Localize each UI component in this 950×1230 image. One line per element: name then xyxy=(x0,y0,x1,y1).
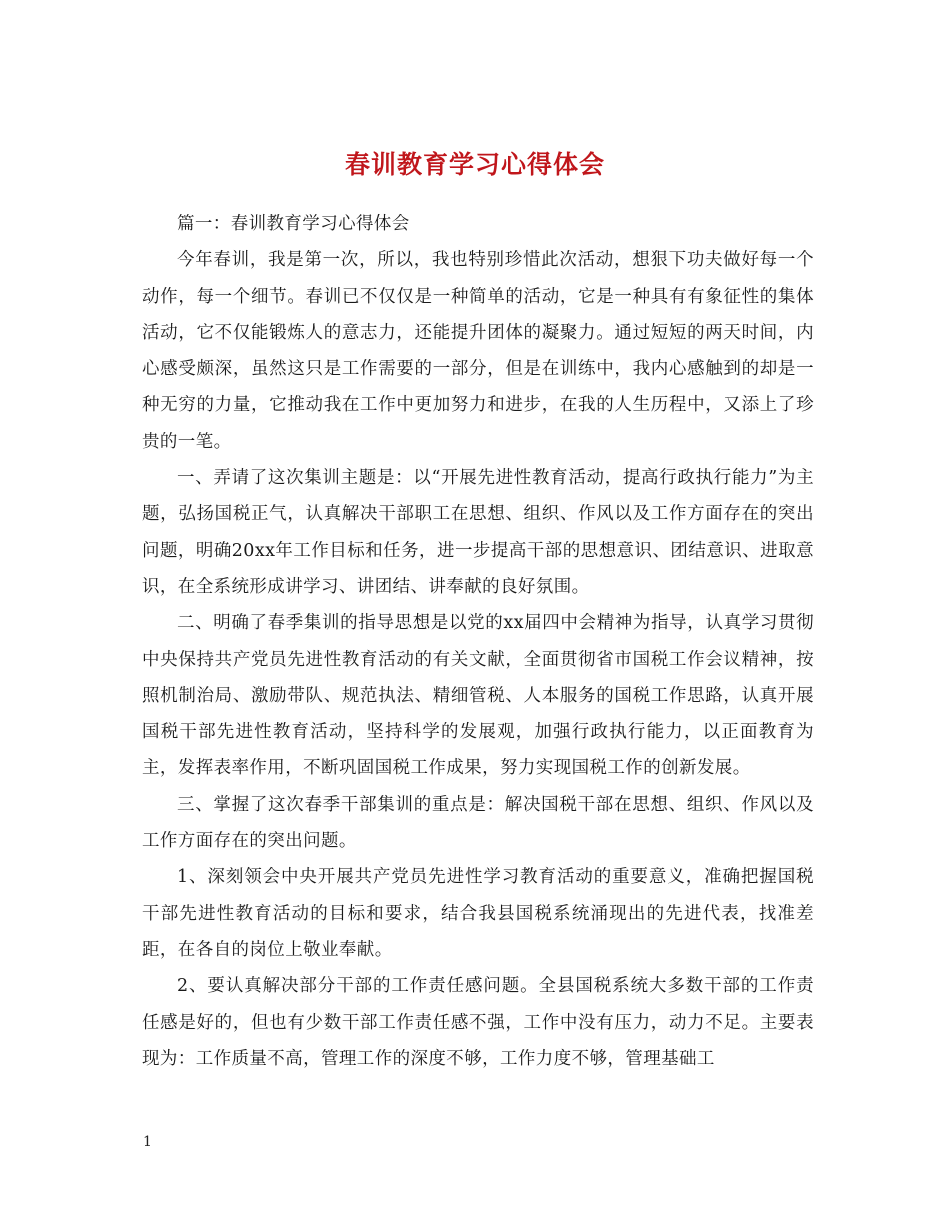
section-heading: 篇一：春训教育学习心得体会 xyxy=(177,214,410,234)
document-body xyxy=(142,206,814,1077)
paragraph: 2、要认真解决部分干部的工作责任感问题。全县国税系统大多数干部的工作责任感是好的，但也有少数干部工作责任感不强，工作中没有压力，动力不足。主要表现为：工作质量不高，管理工作的深度不够，工作力度不够，管理基础工 xyxy=(142,976,814,1069)
paragraph: 1、深刻领会中央开展共产党员先进性学习教育活动的重要意义，准确把握国税干部先进性教育活动的目标和要求，结合我县国税系统涌现出的先进代表，找准差距，在各自的岗位上敬业奉献。 xyxy=(142,867,814,960)
page-number: 1 xyxy=(143,1134,152,1150)
paragraph: 三、掌握了这次春季干部集训的重点是：解决国税干部在思想、组织、作风以及工作方面存在的突出问题。 xyxy=(142,794,814,852)
paragraph: 今年春训，我是第一次，所以，我也特别珍惜此次活动，想狠下功夫做好每一个动作，每一个细节。春训已不仅仅是一种简单的活动，它是一种具有有象征性的集体活动，它不仅能锻炼人的意志力，还能提升团体的凝聚力。通过短短的两天时间，内心感受颇深，虽然这只是工作需要的一部分，但是在训练中，我内心感触到的却是一种无穷的力量，它推动我在工作中更加努力和进步，在我的人生历程中，又添上了珍贵的一笔。 xyxy=(142,250,814,452)
paragraph: 二、明确了春季集训的指导思想是以党的xx届四中会精神为指导，认真学习贯彻中央保持共产党员先进性教育活动的有关文献，全面贯彻省市国税工作会议精神，按照机制治局、激励带队、规范执法、精细管税、人本服务的国税工作思路，认真开展国税干部先进性教育活动，坚持科学的发展观，加强行政执行能力，以正面教育为主，发挥表率作用，不断巩固国税工作成果，努力实现国税工作的创新发展。 xyxy=(142,613,814,779)
document-title: 春训教育学习心得体会 xyxy=(344,149,605,179)
paragraph: 一、弄请了这次集训主题是：以“开展先进性教育活动，提高行政执行能力”为主题，弘扬国税正气，认真解决干部职工在思想、组织、作风以及工作方面存在的突出问题，明确20xx年工作目标和任务，进一步提高干部的思想意识、团结意识、进取意识，在全系统形成讲学习、讲团结、讲奉献的良好氛围。 xyxy=(142,468,814,597)
